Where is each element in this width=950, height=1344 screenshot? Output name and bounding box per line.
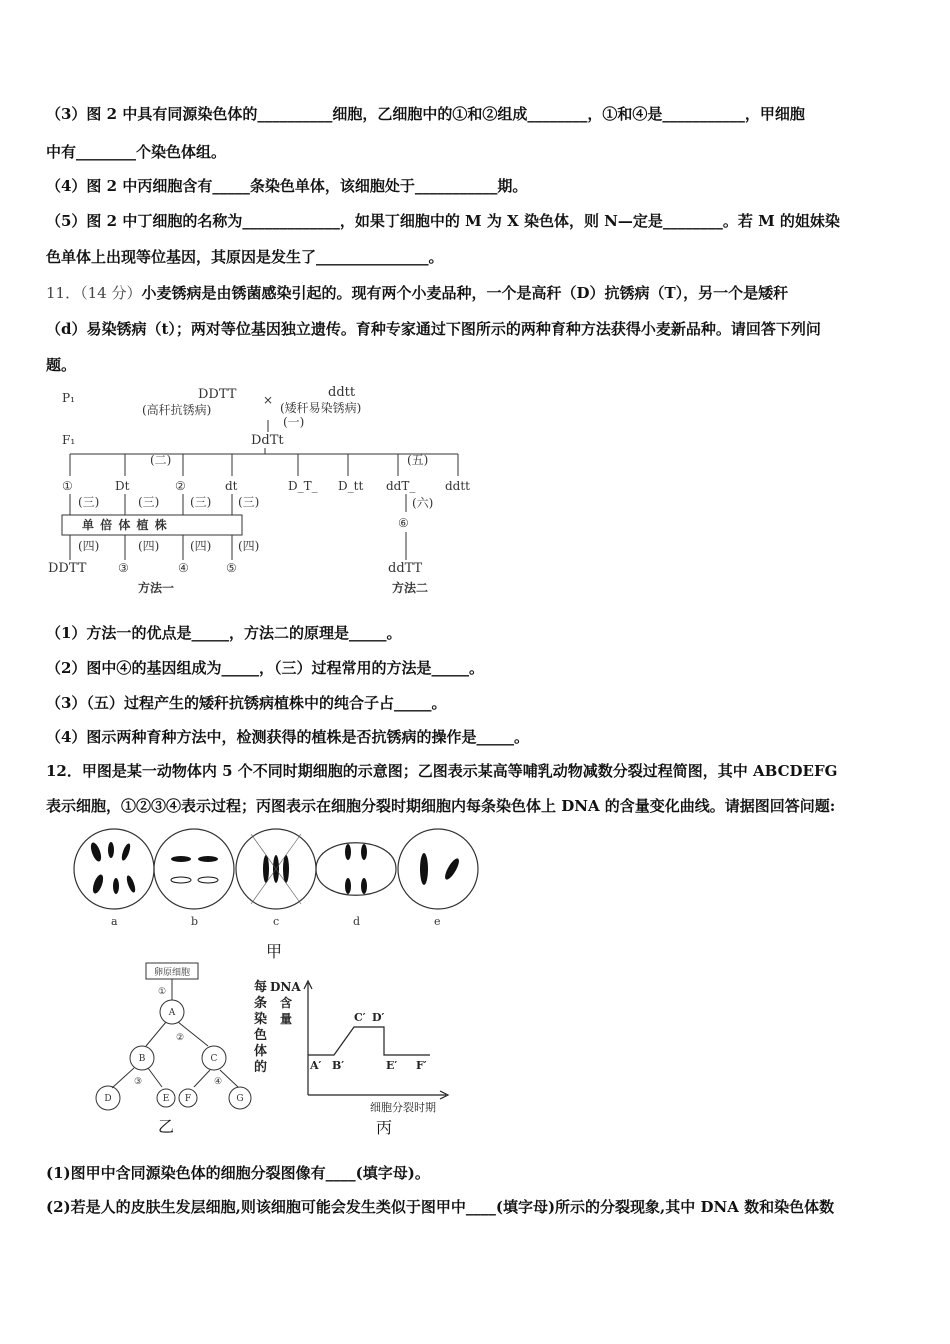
chromosome-a1 — [89, 841, 103, 863]
step-3b: (三) — [138, 495, 160, 509]
oogonium-label: 卵原细胞 — [153, 968, 191, 978]
parent1-desc: (高秆抗锈病) — [142, 403, 212, 417]
q10-part3-line2: 中有________个染色体组。 — [46, 143, 227, 161]
edge-c-f — [194, 1070, 210, 1087]
figure-jia-title: 甲 — [266, 942, 283, 961]
q12-intro-line1: 12．甲图是某一动物体内 5 个不同时期细胞的示意图；乙图表示某高等哺乳动物减数分裂过程简图，其中 ABCDEFG — [46, 762, 838, 780]
chromosome-b1 — [171, 856, 191, 862]
point-b: B′ — [332, 1059, 345, 1072]
figure-jia — [66, 822, 486, 962]
f2-4: ddtt — [445, 479, 471, 493]
point-c: C′ — [354, 1011, 366, 1024]
step-5: (五) — [407, 453, 429, 467]
chromosome-b2 — [198, 856, 218, 862]
chromosome-a2 — [108, 842, 114, 858]
point-f: F′ — [416, 1059, 427, 1072]
q10-part5-line1: （5）图 2 中丁细胞的名称为_____________，如果丁细胞中的 M 为 X 染色体，则 N—定是________。若 M 的姐妹染 — [46, 212, 840, 230]
q11-intro-line1 — [46, 282, 788, 303]
q10-part4: （4）图 2 中丙细胞含有_____条染色单体，该细胞处于___________期。 — [46, 177, 528, 195]
result-4: ④ — [178, 561, 189, 575]
node-g-label: G — [236, 1094, 244, 1104]
figure-bing-title: 丙 — [376, 1118, 393, 1137]
q10-part3-line1: （3）图 2 中具有同源染色体的__________细胞，乙细胞中的①和②组成________，①和④是___________，甲细胞 — [46, 105, 805, 123]
parent2-desc: (矮秆易染锈病) — [280, 401, 362, 415]
cell-e — [398, 829, 478, 909]
chromosome-d3 — [345, 878, 351, 894]
step-4d: (四) — [238, 539, 260, 553]
parent2-genotype: ddtt — [328, 385, 356, 400]
step-3-label: ③ — [133, 1077, 143, 1087]
gamete-1: ① — [62, 479, 73, 493]
cell-c-label: c — [273, 915, 280, 928]
method-1-label: 方法一 — [138, 581, 175, 595]
q11-intro-line2: （d）易染锈病（t）；两对等位基因独立遗传。育种专家通过下图所示的两种育种方法获得小麦新品种。请回答下列问 — [46, 320, 821, 338]
step-1-label: ① — [157, 987, 167, 997]
cell-b-label: b — [191, 915, 199, 928]
edge-b-d — [112, 1068, 134, 1088]
f1-label: F₁ — [62, 433, 76, 447]
ylabel-vertical-5: 体 — [254, 1044, 268, 1059]
result-ddTT: ddTT — [388, 561, 423, 576]
edge-c-g — [220, 1070, 238, 1087]
ylabel-vertical-6: 的 — [254, 1060, 268, 1075]
haploid-label: 单 倍 体 植 株 — [82, 518, 168, 532]
ylabel-content-1: 含 — [280, 996, 293, 1010]
chromosome-a5 — [113, 878, 119, 894]
chromosome-d4 — [361, 878, 367, 894]
ylabel-dna: DNA — [270, 980, 301, 994]
node-c-label: C — [210, 1054, 218, 1064]
f1-genotype: DdTt — [251, 433, 284, 448]
step-4c: (四) — [190, 539, 212, 553]
cell-a — [74, 829, 154, 909]
cell-b — [154, 829, 234, 909]
q11-number: 11．（14 分） — [46, 284, 142, 302]
cell-d — [316, 843, 396, 896]
figure-yi-title: 乙 — [158, 1117, 175, 1136]
chromosome-c3 — [283, 855, 289, 883]
ylabel-vertical-1: 每 — [254, 980, 268, 995]
q11-intro-text: 小麦锈病是由锈菌感染引起的。现有两个小麦品种，一个是高秆（D）抗锈病（T），另一个是矮秆 — [141, 284, 789, 302]
x-axis-label: 细胞分裂时期 — [370, 1101, 436, 1114]
point-e: E′ — [386, 1059, 398, 1072]
q11-sub4: （4）图示两种育种方法中，检测获得的植株是否抗锈病的操作是_____。 — [46, 728, 529, 746]
node-b-label: B — [138, 1054, 146, 1064]
chromosome-c1 — [263, 855, 269, 883]
result-3: ③ — [118, 561, 129, 575]
f2-3: ddT_ — [386, 479, 416, 493]
f2-2: D_tt — [338, 479, 364, 493]
figure-bing — [246, 975, 486, 1140]
breeding-diagram — [40, 382, 490, 602]
edge-b-e — [148, 1068, 162, 1087]
q11-sub3: （3）（五）过程产生的矮秆抗锈病植株中的纯合子占_____。 — [46, 694, 447, 712]
step-4b: (四) — [138, 539, 160, 553]
p-label: P₁ — [62, 391, 75, 405]
method-2-label: 方法二 — [392, 581, 429, 595]
gamete-4: dt — [225, 479, 238, 493]
chromosome-d2 — [361, 844, 367, 860]
step-2: (二) — [150, 453, 172, 467]
step-3c: (三) — [190, 495, 212, 509]
gamete-3: ② — [175, 479, 186, 493]
step-3d: (三) — [238, 495, 260, 509]
q11-intro-line3: 题。 — [46, 356, 77, 374]
q10-part5-line2: 色单体上出现等位基因，其原因是发生了_______________。 — [46, 248, 444, 266]
f2-1: D_T_ — [288, 479, 318, 493]
step-4-label: ④ — [213, 1077, 223, 1087]
q12-sub2: (2)若是人的皮肤生发层细胞,则该细胞可能会发生类似于图甲中____(填字母)所示的分裂现象,其中 DNA 数和染色体数 — [46, 1198, 835, 1216]
point-a: A′ — [310, 1059, 322, 1072]
edge-a-b — [146, 1022, 166, 1046]
chromosome-a4 — [91, 873, 105, 895]
chromosome-a6 — [125, 875, 137, 894]
ylabel-content-2: 量 — [280, 1012, 293, 1026]
ylabel-vertical-2: 条 — [254, 996, 268, 1011]
cell-e-label: e — [434, 915, 441, 928]
q11-sub1: （1）方法一的优点是_____，方法二的原理是_____。 — [46, 624, 402, 642]
result-ddtt: DDTT — [48, 561, 87, 576]
dna-curve — [308, 1027, 430, 1055]
figure-yi — [88, 960, 268, 1140]
chromosome-d1 — [345, 844, 351, 860]
q12-sub1: (1)图甲中含同源染色体的细胞分裂图像有____(填字母)。 — [46, 1164, 430, 1182]
point-d: D′ — [372, 1011, 385, 1024]
gamete-2: Dt — [115, 479, 130, 493]
chromosome-b3 — [171, 877, 191, 883]
result-5: ⑤ — [226, 561, 237, 575]
cell-a-label: a — [111, 915, 118, 928]
step-1: (一) — [283, 415, 305, 429]
q11-sub2: （2）图中④的基因组成为_____，（三）过程常用的方法是_____。 — [46, 659, 484, 677]
node-d-label: D — [104, 1094, 112, 1104]
node-f-label: F — [184, 1094, 192, 1104]
parent1-genotype: DDTT — [198, 387, 237, 402]
step-2-label: ② — [175, 1033, 185, 1043]
step-6: (六) — [412, 496, 434, 510]
node-a-label: A — [168, 1008, 176, 1018]
node-e-label: E — [162, 1094, 170, 1104]
q12-intro-line2: 表示细胞，①②③④表示过程；丙图表示在细胞分裂时期细胞内每条染色体上 DNA 的含量变化曲线。请据图回答问题: — [46, 797, 836, 815]
ylabel-vertical-3: 染 — [254, 1012, 268, 1027]
chromosome-b4 — [198, 877, 218, 883]
step-4a: (四) — [78, 539, 100, 553]
result-6: ⑥ — [398, 516, 409, 530]
cell-d-label: d — [353, 915, 361, 928]
ylabel-vertical-4: 色 — [254, 1028, 268, 1043]
chromosome-a3 — [120, 843, 132, 862]
step-3a: (三) — [78, 495, 100, 509]
cross-sign: × — [263, 393, 274, 407]
chromosome-e2 — [443, 857, 462, 882]
chromosome-e1 — [420, 853, 428, 885]
